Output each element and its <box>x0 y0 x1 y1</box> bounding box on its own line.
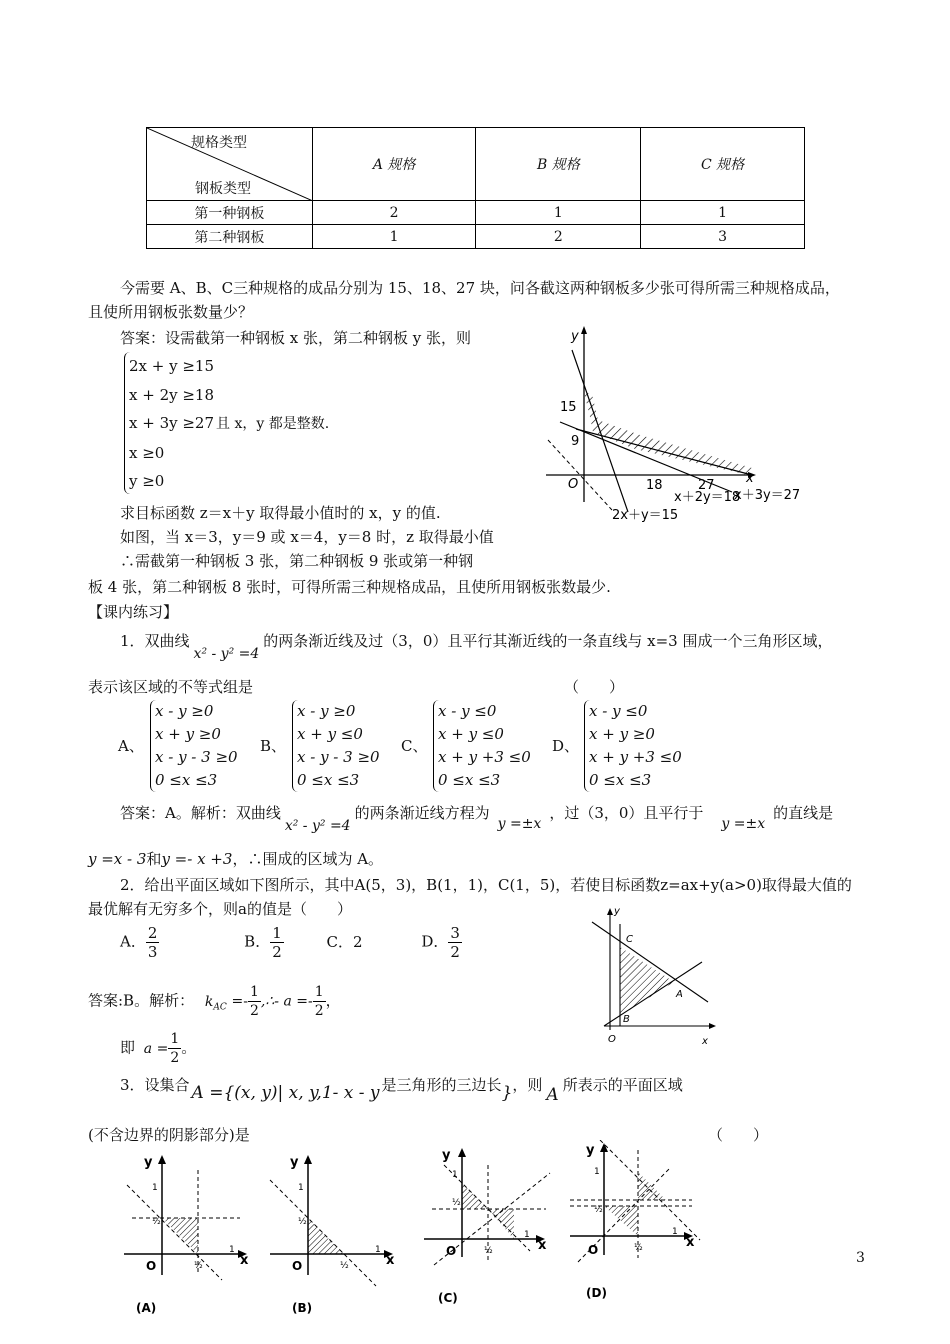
q2-answer-k-sub: AC <box>213 1002 227 1013</box>
q2-opt-a-frac <box>146 924 160 961</box>
origin: O <box>292 1259 303 1273</box>
q1-paren: （ ） <box>564 678 625 696</box>
graph-label-a: (A) <box>136 1301 157 1315</box>
answer-intro: 答案：设需截第一种钢板 x 张，第二种钢板 y 张，则 <box>120 329 472 347</box>
axis-x: x <box>538 1238 547 1253</box>
q1-answer-line2-end: ，∴围成的区域为 A。 <box>232 850 384 868</box>
origin: O <box>146 1259 157 1273</box>
tick-half: ½ <box>594 1205 603 1215</box>
option-line: x + y ≥0 <box>155 725 221 743</box>
axis-y: y <box>290 1155 299 1170</box>
y-axis-label: y <box>614 906 620 917</box>
graph-label-b: (B) <box>292 1301 313 1315</box>
option-line: x + y ≤0 <box>297 725 363 743</box>
q1-answer-and: 和 <box>146 850 162 868</box>
figure-line: 如图，当 x＝3，y＝9 或 x＝4，y＝8 时，z 取得最小值 <box>120 528 494 546</box>
option-line: 0 ≤x ≤3 <box>297 771 360 789</box>
q2-answer-pre: 答案:B。解析： <box>88 991 195 1010</box>
q2-options <box>120 924 462 961</box>
axis-x: x <box>686 1235 695 1250</box>
q2-opt-a-label: A． <box>120 932 146 951</box>
origin-label: O <box>608 1034 616 1045</box>
q3-text-post: 所表示的平面区域 <box>562 1076 683 1094</box>
option-a-system <box>150 700 238 792</box>
tick-half: ½ <box>152 1217 161 1227</box>
q2-answer-comma: ， <box>325 991 341 1010</box>
table-cell: 1 <box>641 201 805 225</box>
tick-1: 1 <box>152 1183 158 1193</box>
q2-opt-d-num: 3 <box>450 924 460 942</box>
q2-line1: 2．给出平面区域如下图所示，其中A(5，3)，B(1，1)，C(1，5)，若使目标函数z=ax+y(a>0)取得最大值的 <box>120 876 852 894</box>
tick-half: ½ <box>634 1243 643 1253</box>
origin-label: O <box>568 477 579 492</box>
q3-graph-c <box>414 1145 559 1320</box>
constraint-4: x ≥0 <box>129 443 165 462</box>
q2-answer2-num: 1 <box>170 1031 180 1047</box>
axis-y: y <box>144 1155 153 1170</box>
q2-answer-f2-num: 1 <box>314 984 324 1000</box>
q1-answer-line1 <box>120 802 834 834</box>
option-line: x - y ≤0 <box>589 702 648 720</box>
table-cell: 2 <box>312 201 476 225</box>
line-x-3y-27 <box>576 429 752 475</box>
option-line: x + y +3 ≤0 <box>438 748 531 766</box>
x-axis-label: x <box>702 1036 708 1047</box>
q1-answer-pre: 答案：A。解析：双曲线 <box>120 804 281 822</box>
constraint-1: 2x + y ≥15 <box>129 357 215 375</box>
constraint-2: x + 2y ≥18 <box>129 385 215 404</box>
y-axis-label: y <box>571 329 579 344</box>
q2-opt-d-frac <box>448 924 462 961</box>
label-2xy15: 2x＋y＝15 <box>612 508 679 523</box>
q2-answer-frac1 <box>248 983 261 1020</box>
q2-answer-frac2 <box>313 983 326 1020</box>
tick-1: 1 <box>375 1245 381 1255</box>
option-a-label: A、 <box>118 737 144 755</box>
q2-answer-f1-den: 2 <box>249 1003 259 1019</box>
q1-answer-asym: y =±x <box>497 816 542 832</box>
tick-half: ½ <box>452 1198 461 1208</box>
option-line: x + y ≤0 <box>438 725 504 743</box>
spec-table <box>146 127 805 249</box>
option-c-label: C、 <box>401 737 428 755</box>
table-cell: 1 <box>312 225 476 249</box>
axis-x: x <box>240 1253 249 1268</box>
q2-answer-k: k <box>204 993 214 1010</box>
constraint-3: x + 3y ≥27 <box>129 414 215 432</box>
q2-answer-eq1: =- <box>231 993 248 1010</box>
axis-y: y <box>442 1148 451 1163</box>
row-label: 第二种钢板 <box>147 225 313 249</box>
origin: O <box>588 1243 599 1257</box>
tick-15: 15 <box>560 400 577 415</box>
q2-line2: 最优解有无穷多个，则a的值是（ ） <box>88 900 352 918</box>
constraint-system <box>124 352 329 494</box>
q2-answer2-pre: 即 <box>120 1038 136 1057</box>
q1-answer-line2 <box>88 848 383 869</box>
constraint-suffix: 且 x，y 都是整数. <box>216 416 330 432</box>
option-line: x - y - 3 ≥0 <box>155 748 238 766</box>
option-b-label: B、 <box>260 737 287 755</box>
problem-line2: 且使所用钢板张数量少？ <box>88 303 254 321</box>
q3-set: A ={(x, y)| x, y,1- x - y <box>191 1083 380 1103</box>
table-row <box>147 201 805 225</box>
q3-graph-a <box>112 1150 252 1320</box>
feasible-region-graph <box>540 322 820 527</box>
table-corner-cell <box>147 128 313 201</box>
point-a-label: A <box>676 989 683 1000</box>
header-c: C 规格 <box>641 128 805 201</box>
problem-line1: 今需要 A、B、C三种规格的成品分别为 15、18、27 块，问各截这两种钢板多少张可得所需三种规格成品， <box>120 279 840 297</box>
q1-answer-line-b: y =- x +3 <box>161 850 233 868</box>
graph-label-c: (C) <box>438 1291 458 1305</box>
q3-graph-b <box>258 1150 398 1320</box>
label-x2y18: x＋2y＝18 <box>674 490 741 505</box>
conclusion-line: 板 4 张，第二种钢板 8 张时，可得所需三种规格成品，且使所用钢板张数最少. <box>88 578 611 596</box>
page-number: 3 <box>856 1250 865 1266</box>
option-line: x - y ≥0 <box>155 702 214 720</box>
tick-1: 1 <box>594 1167 600 1177</box>
q1-equation: x² - y² =4 <box>193 646 260 662</box>
q1-answer-asym2: y =±x <box>721 816 766 832</box>
point-b-label: B <box>623 1014 630 1025</box>
axis-x: x <box>386 1253 395 1268</box>
label-x3y27: x＋3y＝27 <box>734 488 801 503</box>
option-line: x + y ≥0 <box>589 725 655 743</box>
section-title: 【课内练习】 <box>88 603 179 621</box>
option-b-system <box>292 700 380 792</box>
q2-answer-mid: ,∴- a =- <box>260 993 313 1010</box>
q2-answer2-end: 。 <box>181 1038 197 1057</box>
option-line: x + y +3 ≤0 <box>589 748 682 766</box>
q3-set-end: } <box>501 1083 513 1103</box>
q1-answer-line-a: y =x - 3 <box>88 850 147 868</box>
option-line: x - y ≤0 <box>438 702 497 720</box>
header-a: A 规格 <box>312 128 476 201</box>
q3-a-symbol: A <box>546 1085 559 1105</box>
row-label: 第一种钢板 <box>147 201 313 225</box>
option-line: 0 ≤x ≤3 <box>589 771 652 789</box>
graph-label-d: (D) <box>586 1286 607 1300</box>
q3-line2: (不含边界的阴影部分)是 <box>88 1126 250 1144</box>
q1-answer-eq: x² - y² =4 <box>284 818 351 834</box>
option-line: 0 ≤x ≤3 <box>155 771 218 789</box>
table-cell: 3 <box>641 225 805 249</box>
tick-1: 1 <box>672 1227 678 1237</box>
origin: O <box>446 1244 457 1258</box>
option-c-system <box>433 700 531 792</box>
tick-1: 1 <box>229 1245 235 1255</box>
x-axis-label: x <box>746 471 754 486</box>
q2-answer-f2-den: 2 <box>314 1003 324 1019</box>
q3-graph-d <box>560 1140 705 1315</box>
therefore-line: ∴需截第一种钢板 3 张，第二种钢板 9 张或第一种钢 <box>120 552 474 570</box>
q2-opt-c: C．2 <box>326 932 363 951</box>
tick-half: ½ <box>298 1217 307 1227</box>
axis-y: y <box>586 1143 595 1158</box>
q2-opt-b-den: 2 <box>272 943 282 961</box>
q2-opt-d-den: 2 <box>450 943 460 961</box>
q2-opt-b-num: 1 <box>272 924 282 942</box>
q1-text-pre: 1．双曲线 <box>120 632 190 650</box>
tick-18: 18 <box>646 478 663 493</box>
triangle-region-graph <box>582 902 720 1050</box>
q2-answer-f1-num: 1 <box>249 984 259 1000</box>
q2-opt-b-label: B． <box>244 932 271 951</box>
tick-half: ½ <box>340 1261 349 1271</box>
q2-answer-line1 <box>88 983 341 1020</box>
q2-opt-a-num: 2 <box>147 924 158 942</box>
q2-opt-d-label: D． <box>421 932 449 951</box>
tick-9: 9 <box>571 434 580 449</box>
option-line: 0 ≤x ≤3 <box>438 771 501 789</box>
constraint-5: y ≥0 <box>129 472 165 490</box>
x-arrow-icon <box>709 1023 716 1029</box>
table-row <box>147 225 805 249</box>
q3-set-mid: 是三角形的三边长 <box>381 1076 502 1094</box>
q1-answer-mid2: ，过（3，0）且平行于 <box>549 804 704 822</box>
tick-1: 1 <box>524 1230 530 1240</box>
q2-answer2-a: a = <box>143 1040 169 1057</box>
q3-paren: （ ） <box>708 1126 769 1144</box>
corner-top-label: 规格类型 <box>191 135 247 151</box>
option-line: x - y - 3 ≥0 <box>297 748 380 766</box>
q3-text-pre: 3．设集合 <box>120 1076 190 1094</box>
q2-answer2-frac <box>168 1030 181 1067</box>
q2-answer2-den: 2 <box>170 1050 180 1066</box>
option-d-label: D、 <box>552 737 580 755</box>
hatched-region <box>584 392 752 475</box>
tick-1: 1 <box>298 1183 304 1193</box>
tick-half: ½ <box>484 1246 493 1256</box>
q3-text-mid: ，则 <box>512 1076 543 1094</box>
q1-line2: 表示该区域的不等式组是 <box>88 678 254 696</box>
q2-opt-a-den: 3 <box>147 943 158 961</box>
objective-line: 求目标函数 z＝x＋y 取得最小值时的 x，y 的值. <box>120 504 441 522</box>
option-line: x - y ≥0 <box>297 702 356 720</box>
tick-1: 1 <box>452 1170 458 1180</box>
option-d-system <box>584 700 682 792</box>
header-b: B 规格 <box>476 128 641 201</box>
tick-half: ½ <box>194 1261 203 1271</box>
q1-answer-end: 的直线是 <box>773 804 834 822</box>
table-cell: 1 <box>476 201 641 225</box>
q1-answer-mid: 的两条渐近线方程为 <box>354 804 490 822</box>
corner-bottom-label: 钢板类型 <box>195 181 251 197</box>
q2-opt-b-frac <box>270 924 284 961</box>
triangle-hatched <box>620 947 674 1016</box>
y-arrow-icon <box>607 908 613 915</box>
table-cell: 2 <box>476 225 641 249</box>
q3-line1 <box>120 1074 683 1105</box>
tick-27: 27 <box>698 478 715 493</box>
q1-line1 <box>120 630 833 662</box>
y-arrow-icon <box>581 326 587 334</box>
point-c-label: C <box>626 934 633 945</box>
q2-answer-line2 <box>120 1030 196 1067</box>
q1-text-post: 的两条渐近线及过（3，0）且平行其渐近线的一条直线与 x=3 围成一个三角形区域， <box>263 632 833 650</box>
